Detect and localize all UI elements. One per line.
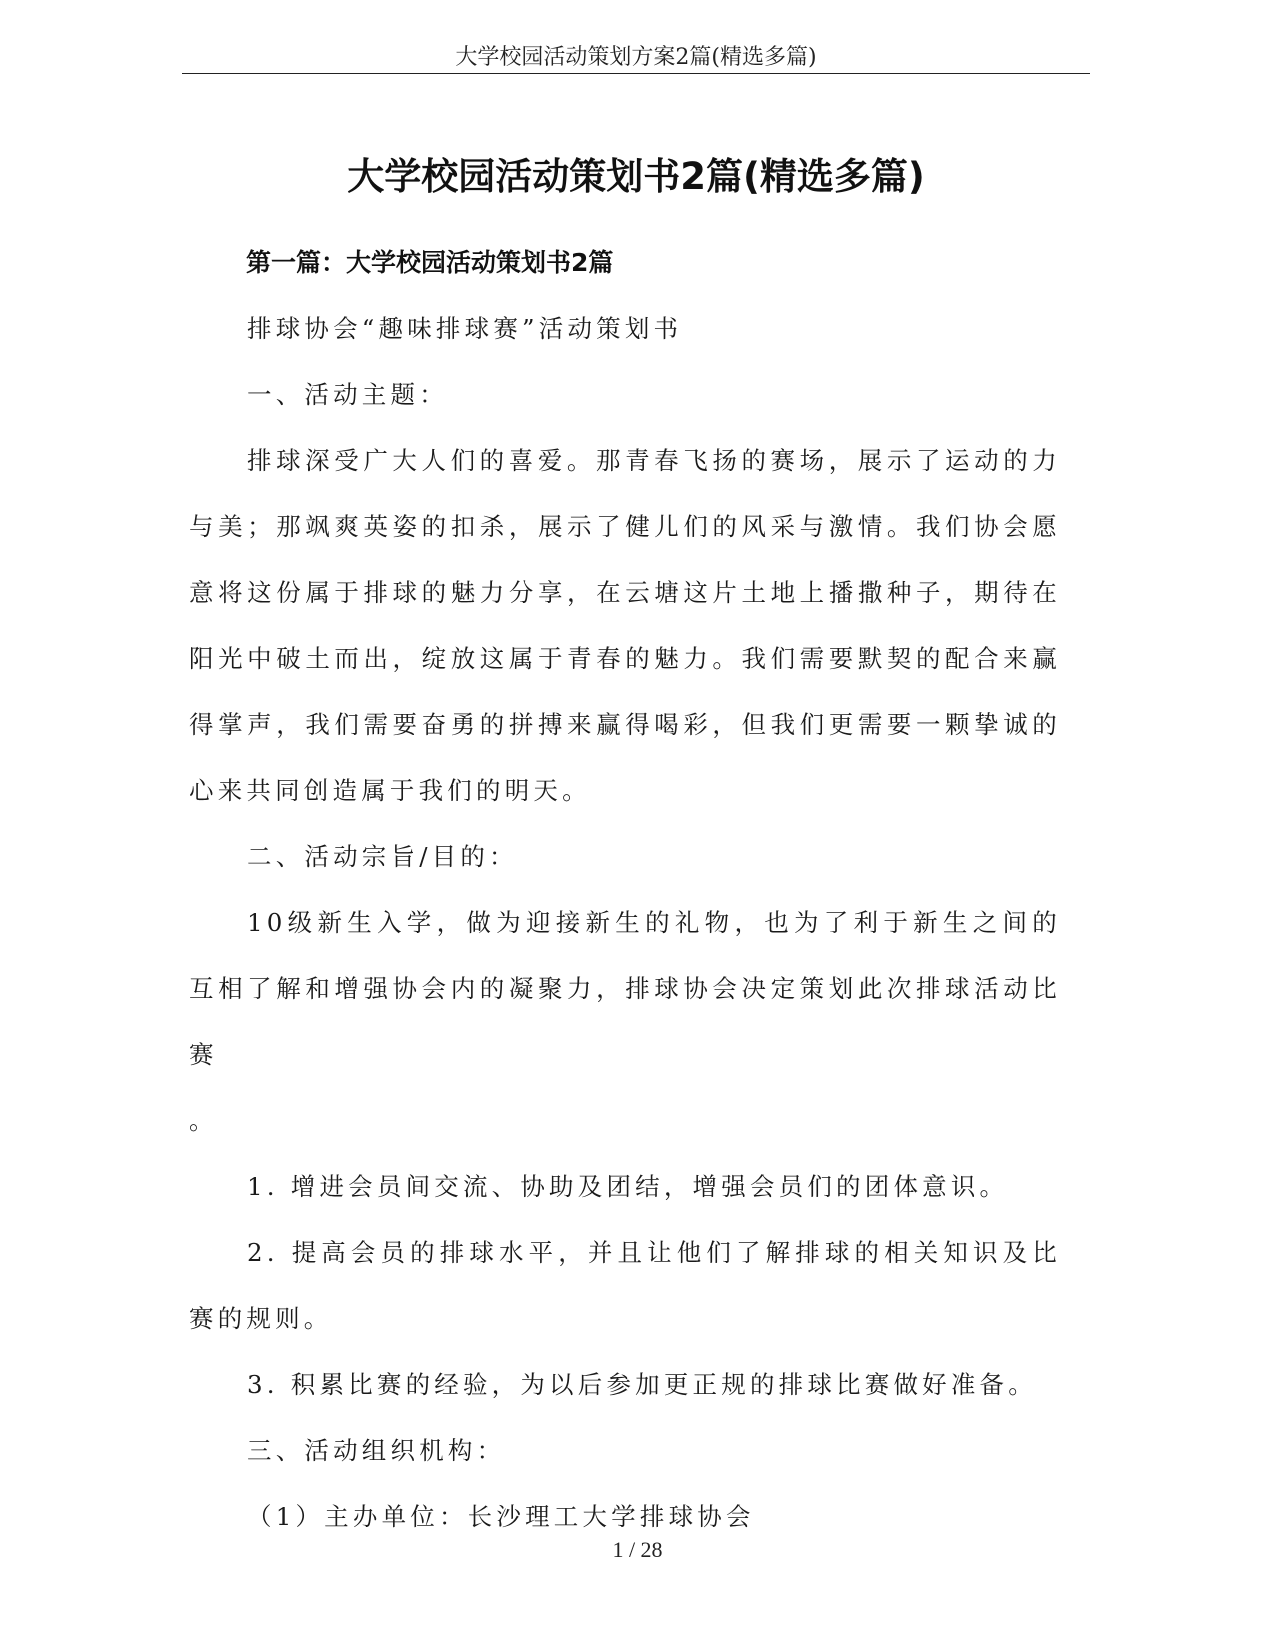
paragraph-purpose-description: 10级新生入学，做为迎接新生的礼物，也为了利于新生之间的互相了解和增强协会内的凝聚力，排球协会决定策划此次排球活动比赛 — [189, 908, 1061, 1069]
heading-activity-theme: 一、活动主题： — [247, 380, 448, 409]
paragraph-period-continuation: 。 — [189, 1106, 218, 1135]
header-divider — [182, 73, 1090, 74]
plan-subtitle: 排球协会“趣味排球赛”活动策划书 — [247, 314, 683, 343]
running-header: 大学校园活动策划方案2篇(精选多篇) — [455, 45, 817, 70]
list-item-purpose-3: 3. 积累比赛的经验，为以后参加更正规的排球比赛做好准备。 — [247, 1370, 1037, 1399]
document-body — [189, 296, 1061, 1550]
page-number: 1 / 28 — [612, 1537, 663, 1562]
section-title: 第一篇：大学校园活动策划书2篇 — [246, 248, 614, 277]
document-title: 大学校园活动策划书2篇(精选多篇) — [347, 155, 925, 198]
list-item-purpose-2: 2. 提高会员的排球水平，并且让他们了解排球的相关知识及比赛的规则。 — [189, 1238, 1061, 1333]
list-item-purpose-1: 1. 增进会员间交流、协助及团结，增强会员们的团体意识。 — [247, 1172, 1009, 1201]
heading-organization: 三、活动组织机构： — [247, 1436, 506, 1465]
list-item-organizer: （1）主办单位：长沙理工大学排球协会 — [247, 1502, 755, 1531]
heading-activity-purpose: 二、活动宗旨/目的： — [247, 842, 518, 871]
paragraph-theme-description: 排球深受广大人们的喜爱。那青春飞扬的赛场，展示了运动的力与美；那飒爽英姿的扣杀，展示了健儿们的风采与激情。我们协会愿意将这份属于排球的魅力分享，在云塘这片土地上播撒种子，期待在阳光中破土而出，绽放这属于青春的魅力。我们需要默契的配合来赢得掌声，我们需要奋勇的拼搏来赢得喝彩，但我们更需要一颗挚诚的心来共同创造属于我们的明天。 — [189, 446, 1061, 805]
